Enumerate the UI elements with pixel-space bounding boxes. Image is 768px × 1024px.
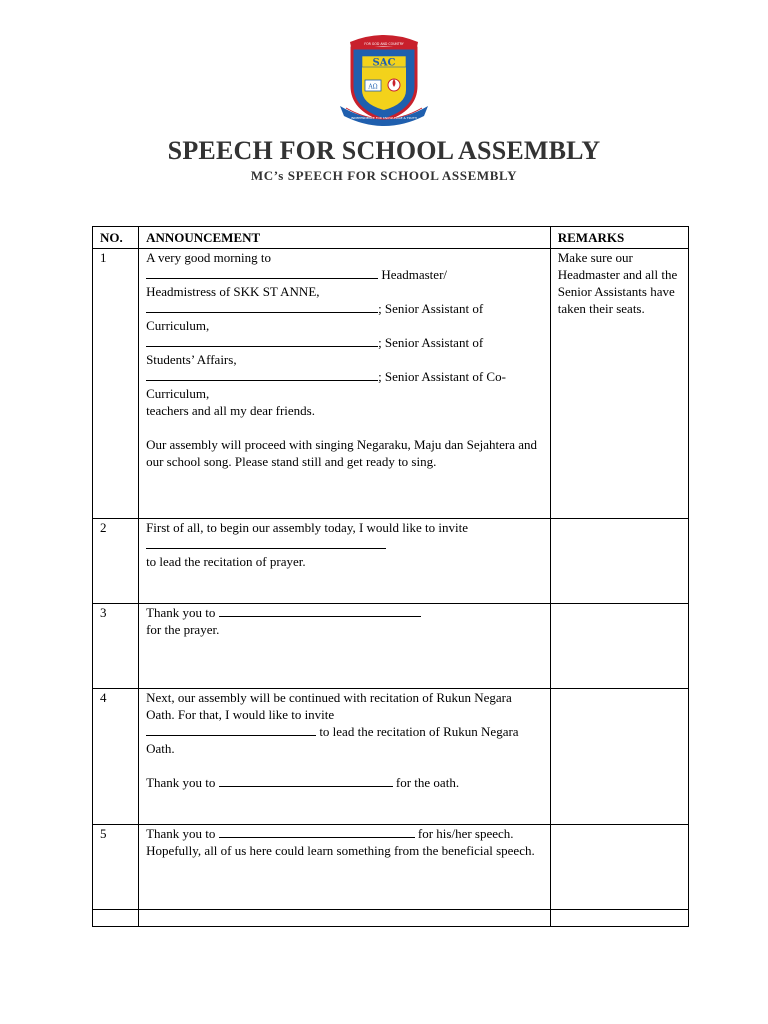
announcement-line: ; Senior Assistant of bbox=[378, 301, 484, 316]
announcement-line: Headmaster/ bbox=[378, 267, 448, 282]
announcement-line: to lead the recitation of prayer. bbox=[146, 554, 306, 569]
blank-line bbox=[219, 604, 421, 617]
row-number: 2 bbox=[93, 519, 139, 604]
document-title: SPEECH FOR SCHOOL ASSEMBLY bbox=[167, 136, 601, 165]
announcement-cell bbox=[139, 249, 551, 519]
row-number: 1 bbox=[93, 249, 139, 519]
announcement-line: Headmistress of SKK ST ANNE, bbox=[146, 284, 320, 299]
announcement-line: A very good morning to bbox=[146, 250, 271, 265]
crest-ribbon-text: INDEPENDENCE FOR KNOWLEDGE & TRUTH bbox=[351, 116, 417, 120]
announcement-table bbox=[92, 226, 689, 927]
announcement-line: Curriculum, bbox=[146, 318, 210, 333]
blank-line bbox=[146, 300, 378, 313]
blank-line bbox=[146, 266, 378, 279]
header-no: NO. bbox=[93, 227, 139, 249]
blank-line bbox=[219, 825, 415, 838]
empty-cell bbox=[550, 910, 688, 927]
crest-motto-text: FOR GOD AND COUNTRY bbox=[364, 42, 404, 46]
school-crest-logo bbox=[332, 28, 436, 132]
announcement-line: Next, our assembly will be continued with recitation of Rukun Negara Oath. For that, I would like to invite bbox=[146, 690, 512, 722]
blank-line bbox=[146, 536, 386, 549]
announcement-line: First of all, to begin our assembly today, I would like to invite bbox=[146, 520, 469, 535]
announcement-cell bbox=[139, 604, 551, 689]
header-remarks: REMARKS bbox=[550, 227, 688, 249]
header-announcement: ANNOUNCEMENT bbox=[139, 227, 551, 249]
school-crest-icon bbox=[332, 28, 436, 132]
table-row bbox=[93, 519, 689, 604]
blank-line bbox=[146, 723, 316, 736]
announcement-line: Students’ Affairs, bbox=[146, 352, 237, 367]
table-row-empty bbox=[93, 910, 689, 927]
announcement-cell bbox=[139, 519, 551, 604]
announcement-line: Curriculum, bbox=[146, 386, 210, 401]
blank-line bbox=[146, 368, 378, 381]
announcement-line: Thank you to bbox=[146, 775, 219, 790]
crest-monogram: SAC bbox=[372, 57, 396, 69]
blank-line bbox=[146, 334, 378, 347]
announcement-line: to lead the recitation of Rukun Negara Oath. bbox=[146, 724, 519, 756]
announcement-line: ; Senior Assistant of Co- bbox=[378, 369, 506, 384]
row-number: 3 bbox=[93, 604, 139, 689]
blank-line bbox=[219, 774, 393, 787]
remarks-cell bbox=[550, 604, 688, 689]
table-header-row bbox=[93, 227, 689, 249]
table-row bbox=[93, 689, 689, 825]
remarks-cell bbox=[550, 519, 688, 604]
announcement-paragraph: Our assembly will proceed with singing Negaraku, Maju dan Sejahtera and our school song. Please stand still and get ready to sing. bbox=[146, 437, 538, 469]
announcement-line: for the oath. bbox=[392, 775, 460, 790]
announcement-line: for his/her speech. Hopefully, all of us here could learn something from the beneficial speech. bbox=[146, 826, 535, 858]
announcement-line: teachers and all my dear friends. bbox=[146, 403, 315, 418]
announcement-line: ; Senior Assistant of bbox=[378, 335, 484, 350]
remarks-cell bbox=[550, 689, 688, 825]
document-subtitle: MC’s SPEECH FOR SCHOOL ASSEMBLY bbox=[250, 168, 518, 183]
row-number: 5 bbox=[93, 825, 139, 910]
row-number: 4 bbox=[93, 689, 139, 825]
table-row bbox=[93, 825, 689, 910]
table-row bbox=[93, 604, 689, 689]
table-row bbox=[93, 249, 689, 519]
empty-cell bbox=[93, 910, 139, 927]
announcement-line: Thank you to bbox=[146, 605, 219, 620]
remarks-cell: Make sure our Headmaster and all the Senior Assistants have taken their seats. bbox=[550, 249, 688, 519]
announcement-cell bbox=[139, 689, 551, 825]
remarks-cell bbox=[550, 825, 688, 910]
announcement-line: Thank you to bbox=[146, 826, 219, 841]
empty-cell bbox=[139, 910, 551, 927]
crest-book-text: AΩ bbox=[368, 83, 378, 91]
announcement-line: for the prayer. bbox=[146, 622, 220, 637]
announcement-cell bbox=[139, 825, 551, 910]
